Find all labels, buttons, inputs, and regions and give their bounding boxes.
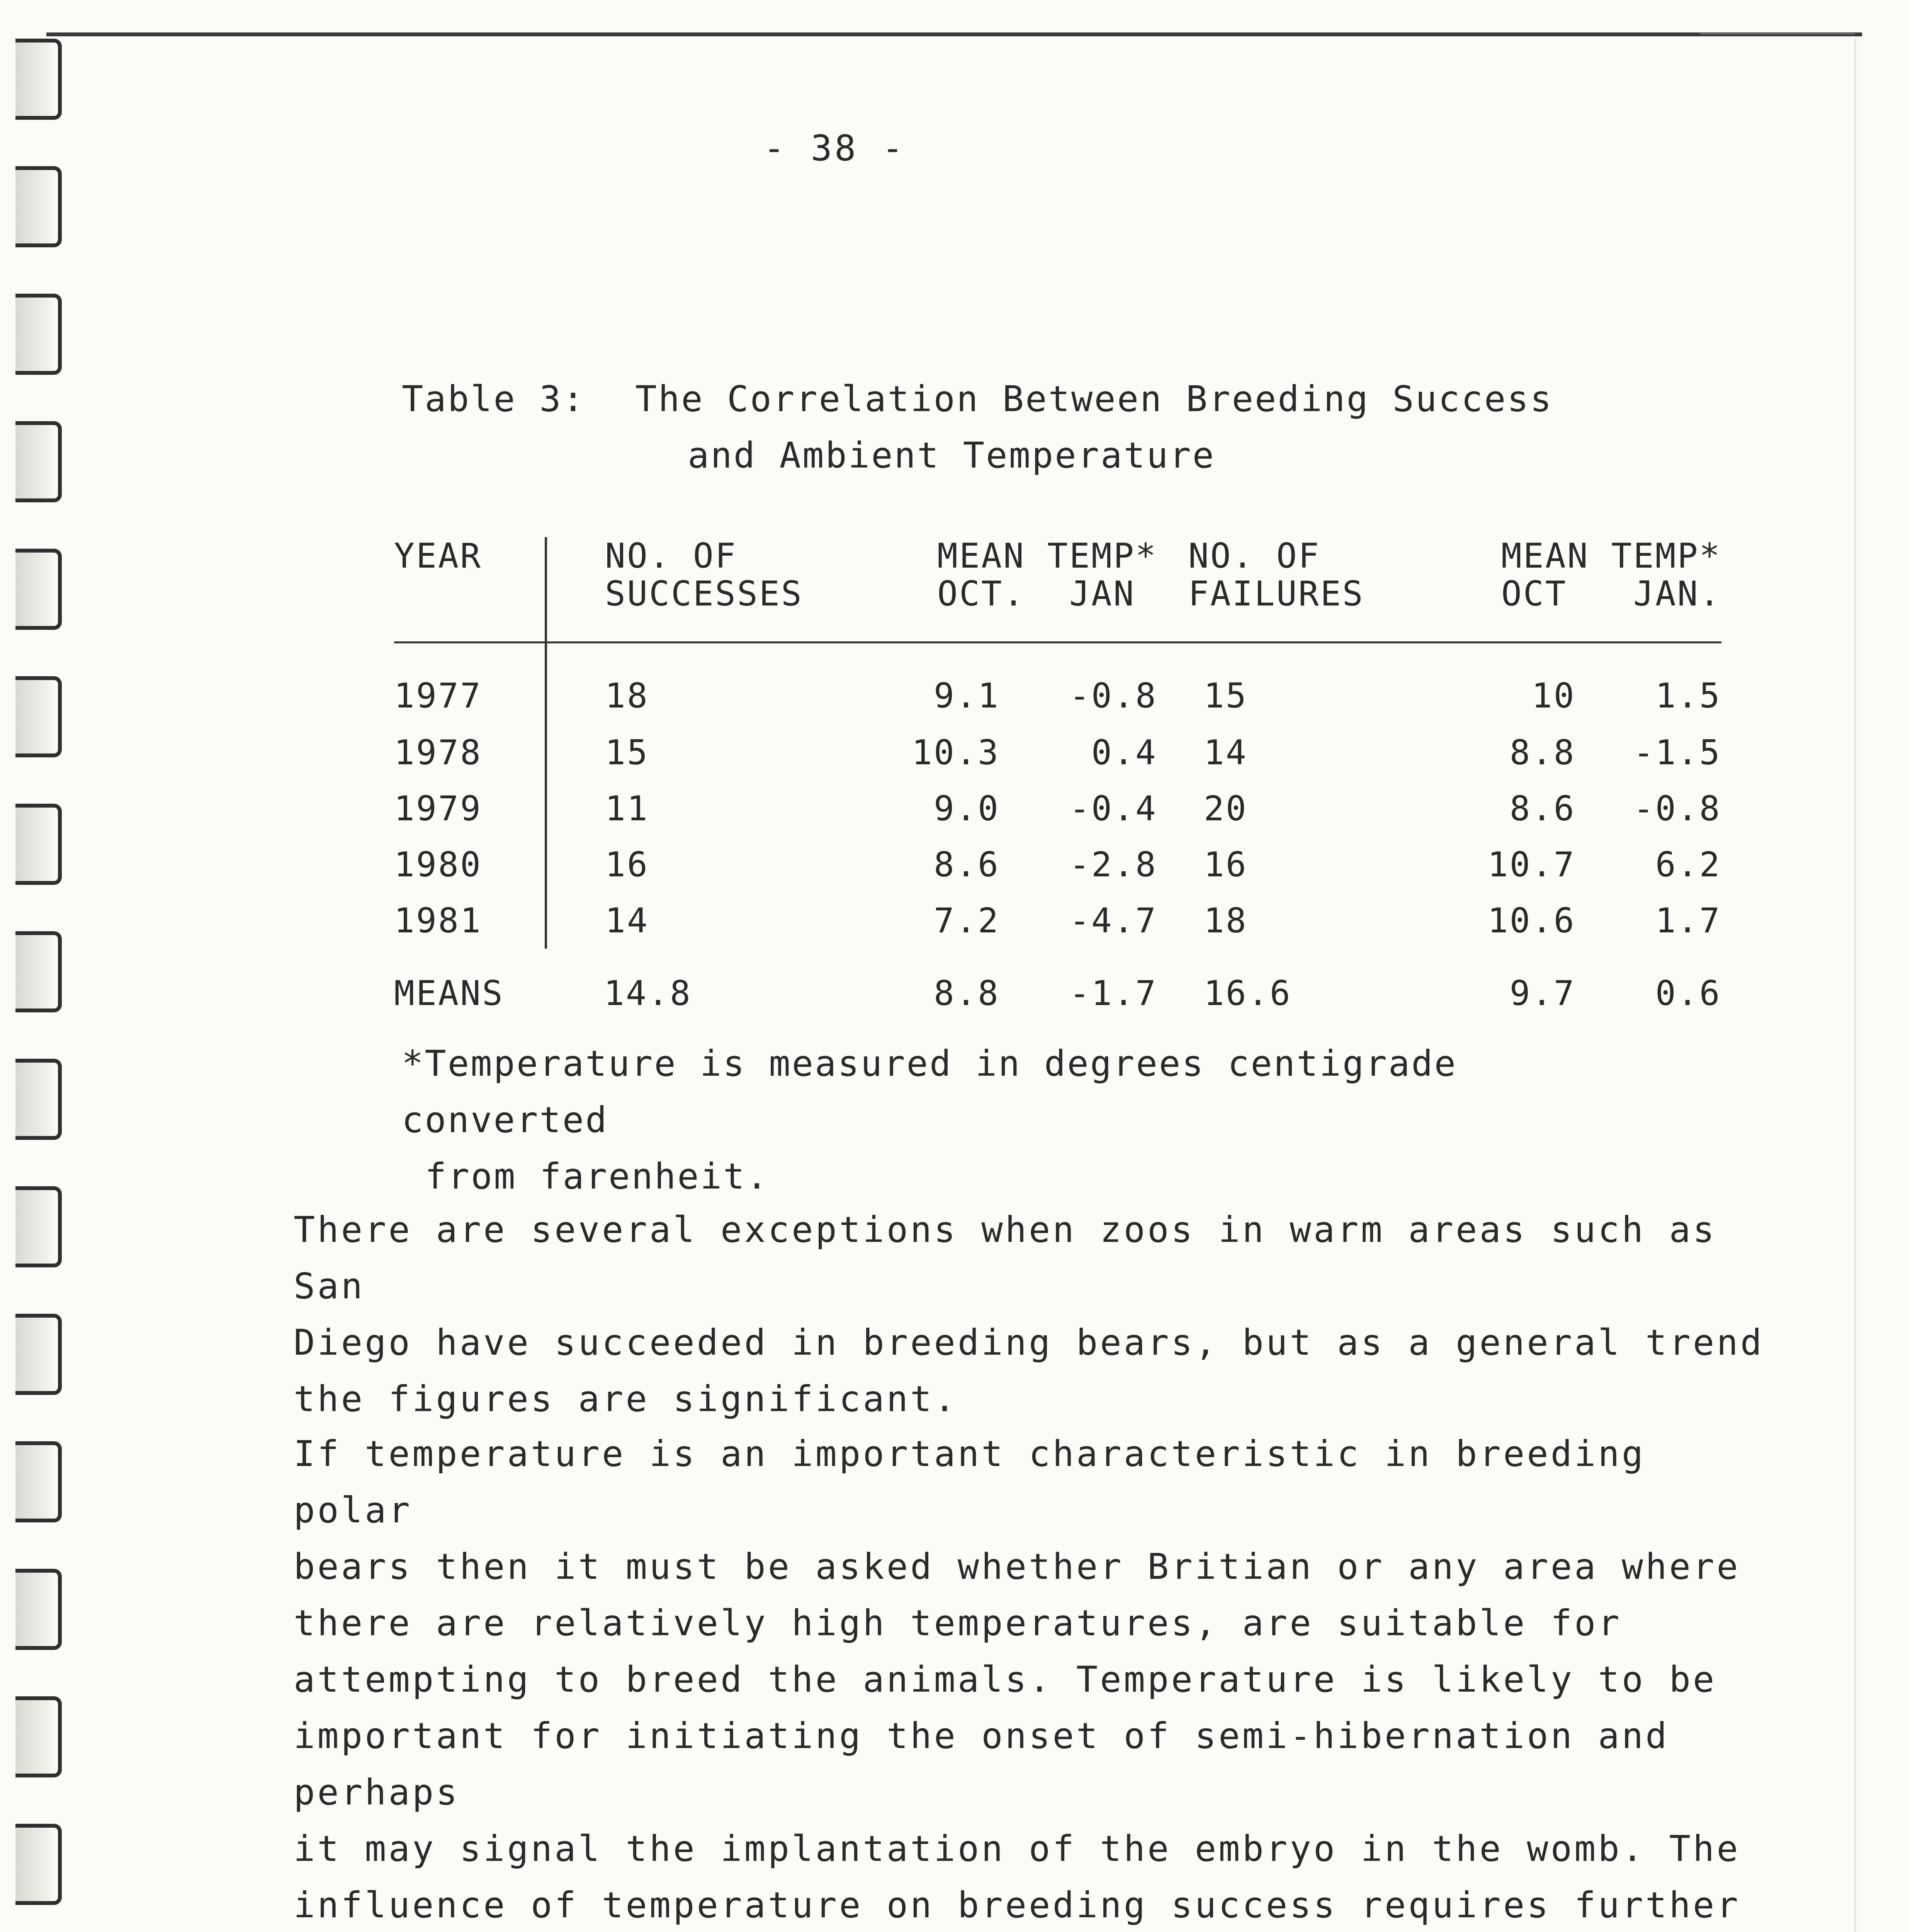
cell-failure-oct: 8.6 [1509, 789, 1576, 828]
binding-ring [15, 1824, 62, 1905]
binding-ring [15, 166, 62, 247]
cell-successes: 15 [605, 733, 649, 772]
cell-success-oct: 8.6 [934, 845, 1000, 884]
table-row [394, 893, 1721, 949]
table-row [394, 724, 1721, 781]
binding-ring [15, 294, 62, 375]
cell-failures: 16 [1203, 845, 1248, 884]
table-caption [402, 371, 1553, 484]
top-rule-tail [1700, 33, 1854, 34]
binding-ring [15, 931, 62, 1012]
header-successes [546, 537, 875, 643]
cell-means-failure-jan: 0.6 [1655, 973, 1721, 1013]
cell-year: 1981 [394, 893, 546, 949]
footnote-line1: *Temperature is measured in degrees centigrade converted [402, 1043, 1457, 1141]
cell-year: 1980 [394, 837, 546, 893]
cell-successes: 14 [605, 901, 649, 940]
cell-means-successes: 14.8 [604, 973, 692, 1013]
cell-success-jan: -4.7 [1069, 901, 1157, 940]
binding-ring [15, 1314, 62, 1395]
header-mean-temp-line2 [1501, 575, 1721, 613]
cell-failure-oct: 10.6 [1487, 901, 1576, 940]
header-jan: JAN. [1633, 574, 1721, 614]
footnote-line2: from farenheit. [425, 1156, 769, 1197]
header-oct: OCT. [937, 574, 1025, 614]
header-mean-temp-line2 [937, 575, 1157, 613]
means-row [394, 949, 1721, 1030]
cell-failure-jan: -0.8 [1633, 789, 1721, 828]
cell-failures: 14 [1203, 733, 1248, 772]
header-successes-line2: SUCCESSES [605, 574, 803, 614]
cell-success-jan: -0.4 [1069, 789, 1157, 828]
binding-ring [15, 1186, 62, 1267]
binding-ring [15, 1696, 62, 1777]
cell-success-jan: -0.8 [1069, 675, 1157, 716]
binding-ring [15, 421, 62, 502]
cell-means-success-jan: -1.7 [1069, 973, 1157, 1013]
table-header-row [394, 537, 1721, 643]
right-edge [1854, 39, 1856, 1932]
page-number: - 38 - [763, 128, 906, 169]
table-title-line1: The Correlation Between Breeding Success [635, 378, 1553, 420]
cell-successes: 11 [605, 789, 649, 828]
header-successes-line1: NO. OF [605, 536, 737, 576]
cell-failure-jan: -1.5 [1633, 733, 1721, 772]
cell-successes: 16 [605, 845, 649, 884]
cell-successes: 18 [605, 675, 649, 716]
cell-success-jan: 0.4 [1091, 733, 1157, 772]
table-row [394, 643, 1721, 725]
binding-ring [15, 1059, 62, 1140]
header-mean-temp-successes [875, 537, 1157, 643]
paragraph-temperature: If temperature is an important characteristic in breeding polar bears then it must be asked whether Britian or any area where there are relatively high temperatures, are suitable for attempting to breed the animals. Temperature is likely to be important for initiating the onset of semi-hibernation and perhaps it may signal the implantation of the embryo in the womb. The influence of temperature on breeding success requires further [294, 1433, 1740, 1926]
table-footnote [402, 1036, 1677, 1205]
cell-means-label: MEANS [394, 973, 504, 1013]
cell-failures: 20 [1203, 789, 1248, 828]
table-row [394, 837, 1721, 893]
binding-ring [15, 676, 62, 757]
cell-success-oct: 9.1 [934, 675, 1000, 716]
binding-ring [15, 39, 62, 120]
cell-year: 1978 [394, 724, 546, 781]
header-mean-temp-line1: MEAN TEMP* [937, 536, 1157, 576]
table-title-line2: and Ambient Temperature [688, 435, 1215, 476]
header-jan: JAN [1069, 574, 1135, 614]
binding-ring [15, 1441, 62, 1522]
cell-failure-jan: 1.7 [1655, 901, 1721, 940]
top-rule [46, 32, 1862, 36]
cell-failures: 18 [1203, 901, 1248, 940]
cell-success-oct: 9.0 [934, 789, 1000, 828]
binding-ring [15, 549, 62, 630]
cell-failure-oct: 8.8 [1509, 733, 1576, 772]
header-mean-temp-line1: MEAN TEMP* [1501, 536, 1721, 576]
cell-means-failure-oct: 9.7 [1509, 973, 1576, 1013]
paragraph-exceptions: There are several exceptions when zoos in warm areas such as San Diego have succeeded in breeding bears, but as a general trend the figures are significant. [294, 1209, 1764, 1420]
table-row [394, 781, 1721, 837]
cell-year: 1977 [394, 643, 546, 725]
data-table [394, 537, 1721, 1030]
cell-year: 1979 [394, 781, 546, 837]
binding-ring [15, 1569, 62, 1650]
header-failures-line2: FAILURES [1188, 574, 1365, 614]
cell-success-oct: 7.2 [934, 901, 1000, 940]
cell-failure-oct: 10.7 [1487, 845, 1576, 884]
spiral-binding [0, 39, 62, 1932]
header-failures-line1: NO. OF [1188, 536, 1320, 576]
header-oct: OCT [1501, 574, 1567, 614]
header-year: YEAR [394, 537, 546, 643]
cell-success-oct: 10.3 [912, 733, 1000, 772]
cell-failure-jan: 1.5 [1655, 675, 1721, 716]
header-mean-temp-failures [1443, 537, 1721, 643]
cell-failures: 15 [1203, 675, 1248, 716]
header-failures [1157, 537, 1443, 643]
cell-failure-jan: 6.2 [1655, 845, 1721, 884]
cell-failure-oct: 10 [1531, 675, 1576, 716]
cell-success-jan: -2.8 [1069, 845, 1157, 884]
cell-means-success-oct: 8.8 [934, 973, 1000, 1013]
binding-ring [15, 804, 62, 885]
table-label: Table 3: [402, 378, 586, 420]
cell-means-failures: 16.6 [1203, 973, 1292, 1013]
